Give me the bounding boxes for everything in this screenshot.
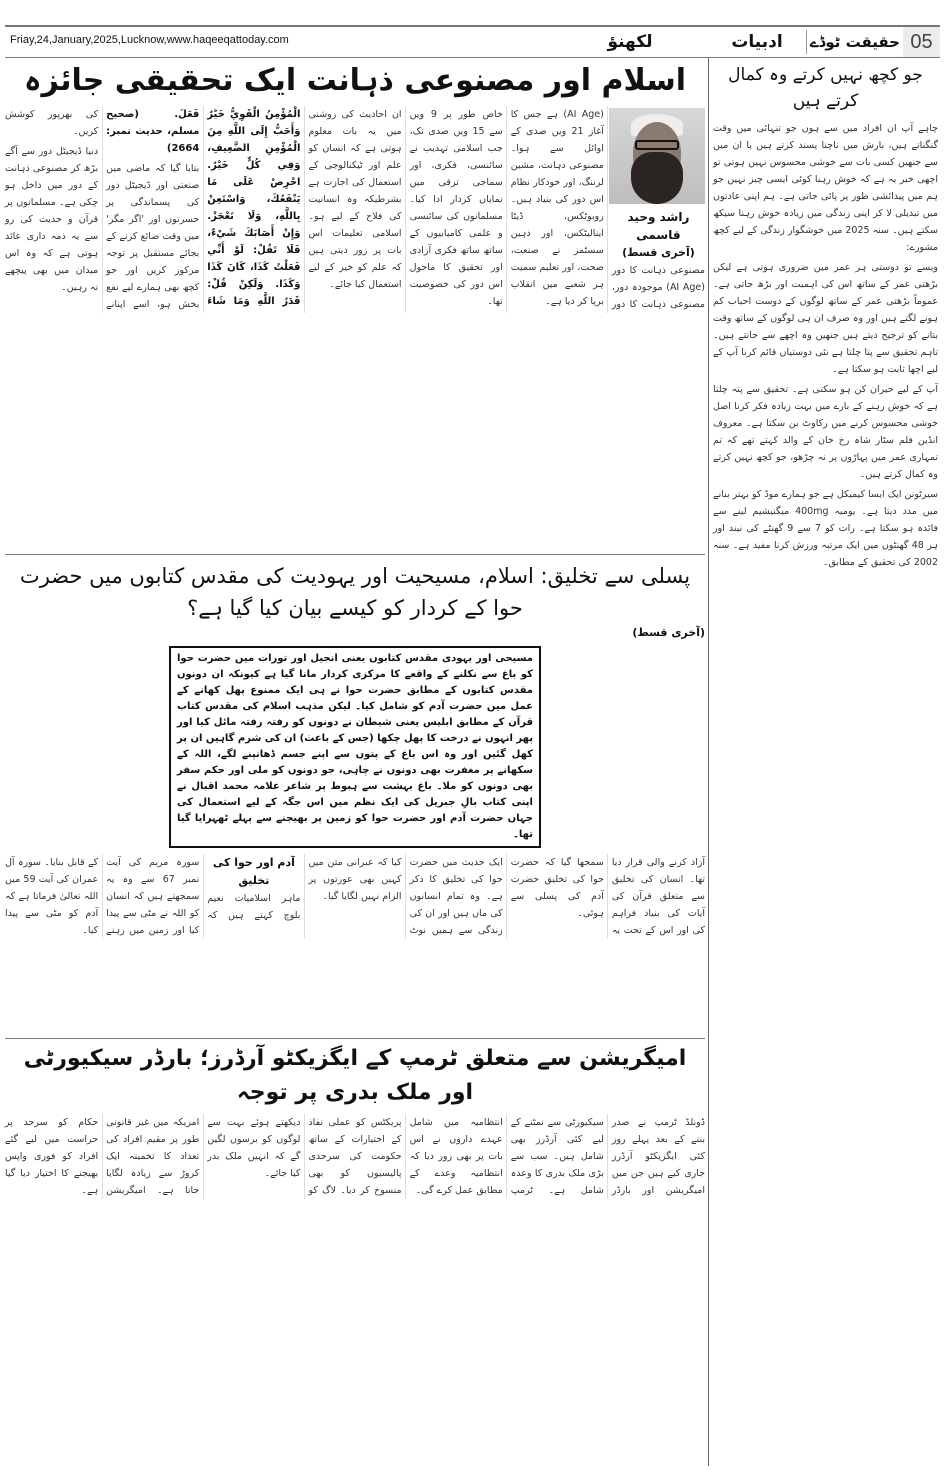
paragraph: ان احادیث کی روشنی میں یہ بات معلوم ہوتی ہے کہ انسان کو علم اور ٹیکنالوجی کے استعمال کی اجازت ہے بشرطیکہ وہ انسانیت کی فلاح کے لیے ہو۔ اسلامی تعلیمات اس بات پر زور دیتی ہیں کہ علم کو خیر کے لیے استعمال کیا جائے۔ xyxy=(308,109,402,290)
paragraph: آپ کے لیے حیران کن ہو سکتی ہے۔ تحقیق سے پتہ چلتا ہے کہ خوش رہنے کے بارے میں بہت زیادہ فکر کرنا اصل خوشی محسوس کرنے میں رکاوٹ بن سکتا ہے۔ معروف انڈین فلم سٹار شاہ رخ خان کے والد کہتے تھے کہ تم تمہاری عمر میں پہاڑوں پر نہ چڑھو، جو کچھ نہیں کرتے وہ کمال کرتے ہیں۔ xyxy=(713,384,938,480)
paragraph: ویسے تو دوستی ہر عمر میں ضروری ہوتی ہے لیکن بڑھتی عمر کے ساتھ اس کی اہمیت اور بڑھ جاتی ہے۔ عموماً بڑھتی عمر کے ساتھ لوگوں کے دوست احباب کم ہونے لگتے ہیں اور وہ صرف ان ہی لوگوں کے ساتھ وقت بتانے کو ترجیح دیتے ہیں جنھیں وہ اچھے سے جانتے ہیں۔ تاہم تحقیق سے پتا چلتا ہے نئی دوستیاں قائم کرنا آپ کے لیے اچھا ثابت ہو سکتا ہے۔ xyxy=(713,262,938,375)
page-number: 05 xyxy=(903,27,940,57)
sidebar-article xyxy=(713,62,938,574)
header-top-rule xyxy=(5,25,940,27)
paragraph: خاص طور پر 9 ویں سے 15 ویں صدی تک، جب اسلامی تہذیب نے سائنسی، فکری، اور سماجی ترقی میں نمایاں کردار ادا کیا۔ مسلمانوں کی سائنسی و علمی کامیابیوں کے ساتھ ساتھ فکری آزادی اور تحقیق کا ماحول اس دور کی خصوصیت تھا۔ xyxy=(409,109,503,307)
pull-quote-box: مسیحی اور یہودی مقدس کتابوں یعنی انجیل اور تورات میں حضرت حوا کو باغ سے نکلنے کے واقعے کا مرکزی کردار مانا گیا ہے کیونکہ ان دونوں مقدس کتابوں کے مطابق حضرت حوا نے ہی ایک ممنوع پھل کھانے کے عمل میں حضرت آدم کو شامل کیا۔ لیکن مذہب اسلام کی مقدس کتاب قرآن کے مطابق ابلیس یعنی شیطان نے دونوں کو رفتہ رفتہ مائل کیا اور پھر انہوں نے درخت کا پھل چکھا (جس کے باعث) ان کی شرم گاہیں ان پر کھل گئیں اور وہ اس باغ کے پتوں سے اپنے جسم ڈھانپنے لگے، اللہ کے سکھانے پر مغفرت بھی دونوں نے چاہی، جو دونوں کو ملی اور حکم سفر بھی دونوں کو ملا۔ باغ بہشت سے ہبوط پر شاعر علامہ محمد اقبال نے اپنی کتاب بالِ جبریل کی ایک نظم میں اس جگہ کے لیے استعمال کی جہاں حضرت آدم اور حضرت حوا کو زمین پر بھیجنے سے پہلے ٹھہرایا گیا تھا۔ xyxy=(169,646,541,848)
masthead-logo: حقیقت ٹوڈے xyxy=(809,33,900,51)
author-name: راشد وحید قاسمی xyxy=(627,210,690,242)
paragraph: بتایا گیا کہ ماضی میں صنعتی اور ڈیجیٹل دور کی پسماندگی پر حسرتوں اور 'اگر مگر' میں وقت ضائع کرنے کے بجائے مستقبل پر توجہ مرکوز کریں اور جو کچھ بھی ہمارے لیے نفع بخش ہو، اسے اپنانے کی بھرپور کوشش کریں۔ xyxy=(5,109,200,310)
eve-article-body xyxy=(5,854,705,939)
section-name: ادبیات xyxy=(731,32,783,52)
paragraph: ماہر اسلامیات نعیم بلوچ کہتے ہیں کہ سورہ مریم کی آیت نمبر 67 سے وہ یہ سمجھتے ہیں کہ انسان کو اللہ نے مٹی سے پیدا کیا اور زمین میں رہنے کے قابل بنایا۔ سورہ آل عمران کی آیت 59 میں اللہ تعالیٰ فرماتا ہے کہ آدم کو مٹی سے پیدا کیا۔ xyxy=(5,857,301,936)
author-photo xyxy=(609,108,705,204)
header-divider xyxy=(806,30,807,54)
paragraph: ڈونلڈ ٹرمپ نے صدر بننے کے بعد پہلے روز کئی ایگزیکٹو آرڈرز جاری کیے ہیں جن میں امیگریشن اور بارڈر سیکیورٹی سے نمٹنے کے لیے کئی آرڈرز بھی شامل ہیں۔ سب سے بڑی ملک بدری کا وعدہ شامل ہے۔ ٹرمپ انتظامیہ میں شامل عہدے داروں نے اس بات پر بھی زور دیا کہ انتظامیہ وعدے کے مطابق عمل کرے گی۔ xyxy=(409,1117,705,1196)
header-bottom-rule xyxy=(5,57,940,58)
ai-article-body xyxy=(5,106,705,313)
installment-label: (آخری قسط) xyxy=(632,626,705,639)
dateline: Friay,24,January,2025,Lucknow,www.haqeeqattoday.com xyxy=(10,34,289,46)
subheading: آدم اور حوا کی تخلیق xyxy=(212,856,295,887)
paragraph: چاہے آپ ان افراد میں سے ہوں جو تنہائی میں وقت گنگناتے ہیں، بارش میں ناچنا پسند کرتے ہیں یا ان میں سے جنھیں کسی بات سے خوشی محسوس نہیں ہوتی تو اچھی خبر یہ ہے کہ خوش رہنا کوئی ایسی چیز نہیں جو ہم میں پیدائشی طور پر پائی جاتی ہے۔ ہم اپنی عادتوں میں تبدیلی لا کر اپنی زندگی میں زیادہ خوش رہنا سیکھ سکتے ہیں۔ سنہ 2025 میں خوشگوار زندگی کے لیے کچھ مشورے: xyxy=(713,123,938,253)
paragraph: دنیا ڈیجیٹل دور سے آگے بڑھ کر مصنوعی ذہانت کے دور میں داخل ہو چکی ہے۔ مسلمانوں پر قرآن و حدیث کی رو سے یہ ذمہ داری عائد ہوتی ہے کہ وہ اس میدان میں بھی پیچھے نہ رہیں۔ xyxy=(5,146,99,293)
section-rule xyxy=(5,554,705,555)
eve-article-headline: پسلی سے تخلیق: اسلام، مسیحیت اور یہودیت کی مقدس کتابوں میں حضرت حوا کے کردار کو کیسے بیان کیا گیا ہے؟ xyxy=(19,564,691,620)
paragraph: پریکٹس کو عملی نفاذ کے اختیارات کے ساتھ حکومت کی سرحدی پالیسیوں کو بھی منسوخ کر دیا۔ لاگ کو دیکھتے ہوئے بہت سے لوگوں کو برسوں لگیں گے کہ انہیں ملک بدر کیا جائے۔ xyxy=(207,1117,402,1196)
sidebar-headline: جو کچھ نہیں کرتے وہ کمال کرتے ہیں xyxy=(728,65,923,111)
paragraph: سیرٹونن ایک ایسا کیمیکل ہے جو ہمارے موڈ کو بہتر بنانے میں مدد دیتا ہے۔ یومیہ 400mg میگنیشیم لینے سے فائدہ ہو سکتا ہے۔ رات کو 7 سے 9 گھنٹے کی نیند اور ہر 48 گھنٹوں میں ایک مرتبہ ورزش کرنا مفید ہے۔ سنہ 2002 کی تحقیق کے مطابق۔ xyxy=(713,489,939,568)
paragraph: آزاد کرنے والی قرار دیا تھا۔ انسان کی تخلیق سے متعلق قرآن کی آیات کی بنیاد فراہم کی اور اس کے تحت یہ سمجھا گیا کہ حضرت حوا کی تخلیق حضرت آدم کی پسلی سے ہوئی۔ xyxy=(510,857,705,936)
installment-label: (آخری قسط) xyxy=(622,246,695,259)
paragraph: امریکہ میں غیر قانونی طور پر مقیم افراد کی تعداد کا تخمینہ ایک کروڑ سے زیادہ لگایا جاتا ہے۔ امیگریشن حکام کو سرحد پر حراست میں لیے گئے افراد کو فوری واپس بھیجنے کا اختیار دیا گیا ہے۔ xyxy=(5,1117,200,1196)
paragraph: ایک حدیث میں حضرت حوا کی تخلیق کا ذکر ہے۔ وہ تمام انسانوں کی ماں ہیں اور ان کی زندگی سے ہمیں نوٹ کیا کہ عبرانی متن میں کہیں بھی عورتوں پر الزام نہیں لگایا گیا۔ xyxy=(308,857,503,936)
eve-article xyxy=(5,560,705,939)
trump-article xyxy=(5,1042,705,1199)
sidebar-article-body xyxy=(713,120,938,571)
trump-article-body xyxy=(5,1114,705,1199)
ai-article xyxy=(5,60,705,313)
paragraph: مصنوعی ذہانت کا دور (AI Age) موجودہ دور، مصنوعی ذہانت کا دور (AI Age) ہے جس کا آغاز 21 ویں صدی کے اوائل سے ہوا۔ مصنوعی ذہانت، مشین لرننگ، اور خودکار نظام اس دور کی بنیاد ہیں۔ روبوٹکس، ڈیٹا اینالیٹکس، اور ذہین سسٹمز نے صنعت، صحت، اور تعلیم سمیت ہر شعبے میں انقلاب برپا کر دیا ہے۔ xyxy=(510,109,705,310)
city-name: لکھنؤ xyxy=(607,32,653,52)
ai-article-headline: اسلام اور مصنوعی ذہانت ایک تحقیقی جائزہ xyxy=(23,63,687,98)
trump-article-headline: امیگریشن سے متعلق ٹرمپ کے ایگزیکٹو آرڈرز؛ بارڈر سیکیورٹی اور ملک بدری پر توجہ xyxy=(23,1046,687,1105)
section-rule xyxy=(5,1038,705,1039)
hadith-quote: الْمُؤْمِنُ الْقَوِيُّ خَيْرٌ وَأَحَبُّ إِلَى اللَّهِ مِنَ الْمُؤْمِنِ الضَّعِيفِ، وَفِي كُلٍّ خَيْرٌ. احْرِصْ عَلَى مَا يَنْفَعُكَ، وَاسْتَعِنْ بِاللَّهِ، وَلَا تَعْجَزْ. وَإِنْ أَصَابَكَ شَيْءٌ، فَلَا تَقُلْ: لَوْ أَنِّي فَعَلْتُ كَذَا، كَانَ كَذَا وَكَذَا. وَلَكِنْ قُلْ: قَدَرُ اللَّهِ وَمَا شَاءَ فَعَلَ. (صحیح مسلم، حدیث نمبر: 2664) xyxy=(106,109,301,307)
sidebar-divider xyxy=(708,58,709,1466)
